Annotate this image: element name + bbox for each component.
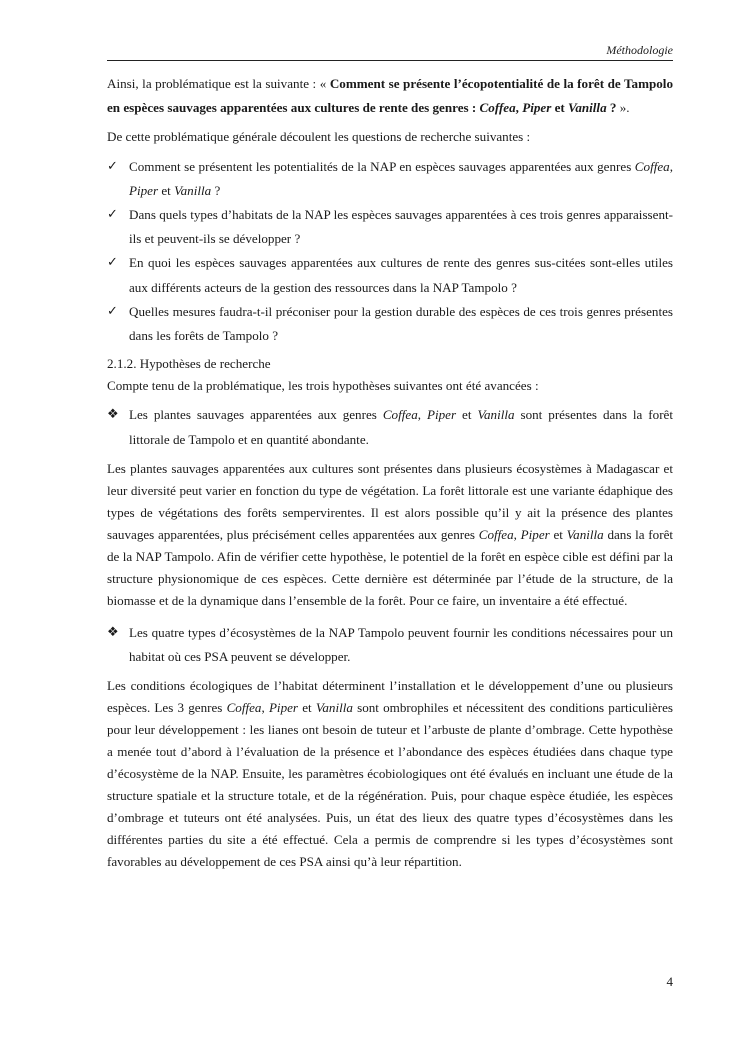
page-body xyxy=(107,72,673,882)
list-item: ✓ Comment se présentent les potentialités de la NAP en espèces sauvages apparentées aux genres Coffea, Piper et Vanilla ? xyxy=(107,155,673,203)
section-heading: 2.1.2. Hypothèses de recherche xyxy=(107,356,271,372)
running-header xyxy=(107,40,673,61)
problem-statement: Ainsi, la problématique est la suivante : « Comment se présente l’écopotentialité de la forêt de Tampolo en espèces sauvages apparentées aux cultures de rente des genres : Coffea, Piper et Vanilla ? ». xyxy=(107,76,673,116)
section-intro: Compte tenu de la problématique, les trois hypothèses suivantes ont été avancées : xyxy=(107,378,539,394)
list-item: ❖ Les quatre types d’écosystèmes de la NAP Tampolo peuvent fournir les conditions nécessaires pour un habitat où ces PSA peuvent se développer. xyxy=(107,621,673,669)
paragraph-1: Les plantes sauvages apparentées aux cultures sont présentes dans plusieurs écosystèmes à Madagascar et leur diversité peut varier en fonction du type de végétation. La forêt littorale est une variante édaphique des types de végétations des forêts sempervirentes. Il est alors possible qu’il y ait la présence des plantes sauvages apparentées, plus précisément celles apparentées aux genres Coffea, Piper et Vanilla dans la forêt de la NAP Tampolo. Afin de vérifier cette hypothèse, le potentiel de la forêt en espèce cible est défini par la structure physionomique de ces espèces. Cette dernière est déterminée par l’étude de la structure, de la biomasse et de la dynamique dans l’ensemble de la forêt. Pour ce faire, un inventaire a été effectué. xyxy=(107,460,674,608)
list-item: ❖ Les plantes sauvages apparentées aux genres Coffea, Piper et Vanilla sont présentes dans la forêt littorale de Tampolo et en quantité abondante. xyxy=(107,403,673,451)
questions-list xyxy=(107,155,673,349)
hypothesis-1 xyxy=(107,403,673,451)
check-mark-icon: ✓ xyxy=(107,303,118,319)
list-item: ✓ En quoi les espèces sauvages apparentées aux cultures de rente des genres sus-citées sont-elles utiles aux différents acteurs de la gestion des ressources dans la NAP Tampolo ? xyxy=(107,251,673,299)
list-item: ✓ Quelles mesures faudra-t-il préconiser pour la gestion durable des espèces de ces trois genres présentes dans les forêts de Tampolo ? xyxy=(107,300,673,348)
questions-intro: De cette problématique générale découlent les questions de recherche suivantes : xyxy=(107,129,531,145)
hypothesis-2 xyxy=(107,621,673,669)
check-mark-icon: ✓ xyxy=(107,255,118,271)
header-title: Méthodologie xyxy=(606,43,673,57)
page-number: 4 xyxy=(666,974,673,989)
check-mark-icon: ✓ xyxy=(107,207,118,223)
check-mark-icon: ✓ xyxy=(107,158,118,174)
diamond-bullet-icon: ❖ xyxy=(107,624,119,640)
diamond-bullet-icon: ❖ xyxy=(107,407,119,423)
list-item: ✓ Dans quels types d’habitats de la NAP les espèces sauvages apparentées à ces trois genres apparaissent-ils et peuvent-ils se développer ? xyxy=(107,203,673,251)
paragraph-2: Les conditions écologiques de l’habitat déterminent l’installation et le développement d’une ou plusieurs espèces. Les 3 genres Coffea, Piper et Vanilla sont ombrophiles et nécessitent des conditions particulières pour leur développement : les lianes ont besoin de tuteur et l’arbuste de plante d’ombrage. Cette hypothèse a menée tout d’abord à l’évaluation de la présence et l’abondance des espèces étudiées dans chaque type d’écosystème de la NAP. Ensuite, les paramètres écobiologiques ont été évalués en incluant une étude de la structure spatiale et la structure totale, et de la régénération. Puis, pour chaque espèce étudiée, les espèces d’ombrage et tuteurs ont été analysées. Puis, un état des lieux des quatre types d’écosystèmes dans les différentes parties du site a été effectué. Cela a permis de comprendre si les types d’écosystèmes sont favorables au développement de ces PSA ainsi qu’à leur répartition. xyxy=(107,678,674,870)
